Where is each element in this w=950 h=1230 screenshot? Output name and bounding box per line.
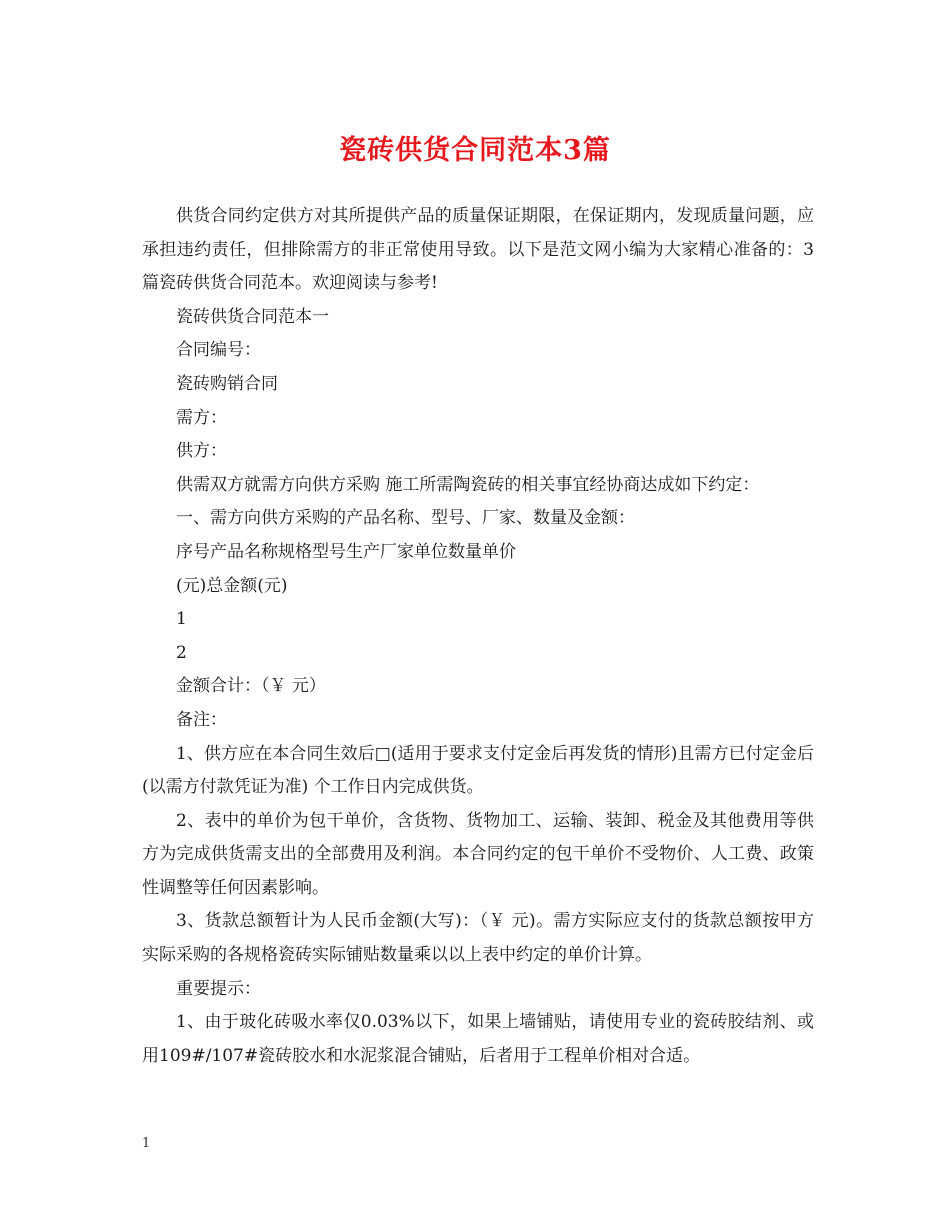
table-row-number: 1: [176, 609, 187, 630]
contract-number-label: 合同编号：: [176, 340, 261, 361]
buyer-label: 需方：: [176, 407, 227, 428]
note-item: 3、货款总额暂计为人民币金额(大写)：（￥ 元)。需方实际应支付的货款总额按甲方实际采购的各规格瓷砖实际铺贴数量乘以以上表中约定的单价计算。: [142, 911, 814, 966]
document-body: [142, 200, 814, 1073]
note-item: 1、供方应在本合同生效后□(适用于要求支付定金后再发货的情形)且需方已付定金后(以需方付款凭证为准) 个工作日内完成供货。: [142, 743, 814, 798]
agreement-paragraph: 供需双方就需方向供方采购 施工所需陶瓷砖的相关事宜经协商达成如下约定：: [176, 474, 760, 495]
page-number: 1: [142, 1136, 151, 1151]
table-header-line-2: (元)总金额(元): [176, 575, 288, 596]
tip-item: 1、由于玻化砖吸水率仅0.03%以下，如果上墙铺贴，请使用专业的瓷砖胶结剂、或用109#/107#瓷砖胶水和水泥浆混合铺贴，后者用于工程单价相对合适。: [142, 1012, 814, 1066]
total-amount-line: 金额合计：（￥ 元）: [176, 676, 326, 697]
section-heading: 瓷砖供货合同范本一: [176, 306, 329, 327]
supplier-label: 供方：: [176, 441, 227, 462]
table-header-line: 序号产品名称规格型号生产厂家单位数量单价: [176, 541, 516, 562]
document-title: 瓷砖供货合同范本3篇: [339, 135, 611, 166]
table-row-number: 2: [176, 642, 187, 663]
intro-paragraph: 供货合同约定供方对其所提供产品的质量保证期限，在保证期内，发现质量问题，应承担违约责任，但排除需方的非正常使用导致。以下是范文网小编为大家精心准备的：3篇瓷砖供货合同范本。欢迎阅读与参考!: [142, 206, 814, 294]
important-tips-label: 重要提示：: [176, 978, 261, 999]
clause-heading: 一、需方向供方采购的产品名称、型号、厂家、数量及金额：: [176, 508, 635, 529]
notes-label: 备注：: [176, 709, 227, 730]
contract-name: 瓷砖购销合同: [176, 373, 278, 394]
note-item: 2、表中的单价为包干单价，含货物、货物加工、运输、装卸、税金及其他费用等供方为完成供货需支出的全部费用及利润。本合同约定的包干单价不受物价、人工费、政策性调整等任何因素影响。: [142, 810, 814, 898]
